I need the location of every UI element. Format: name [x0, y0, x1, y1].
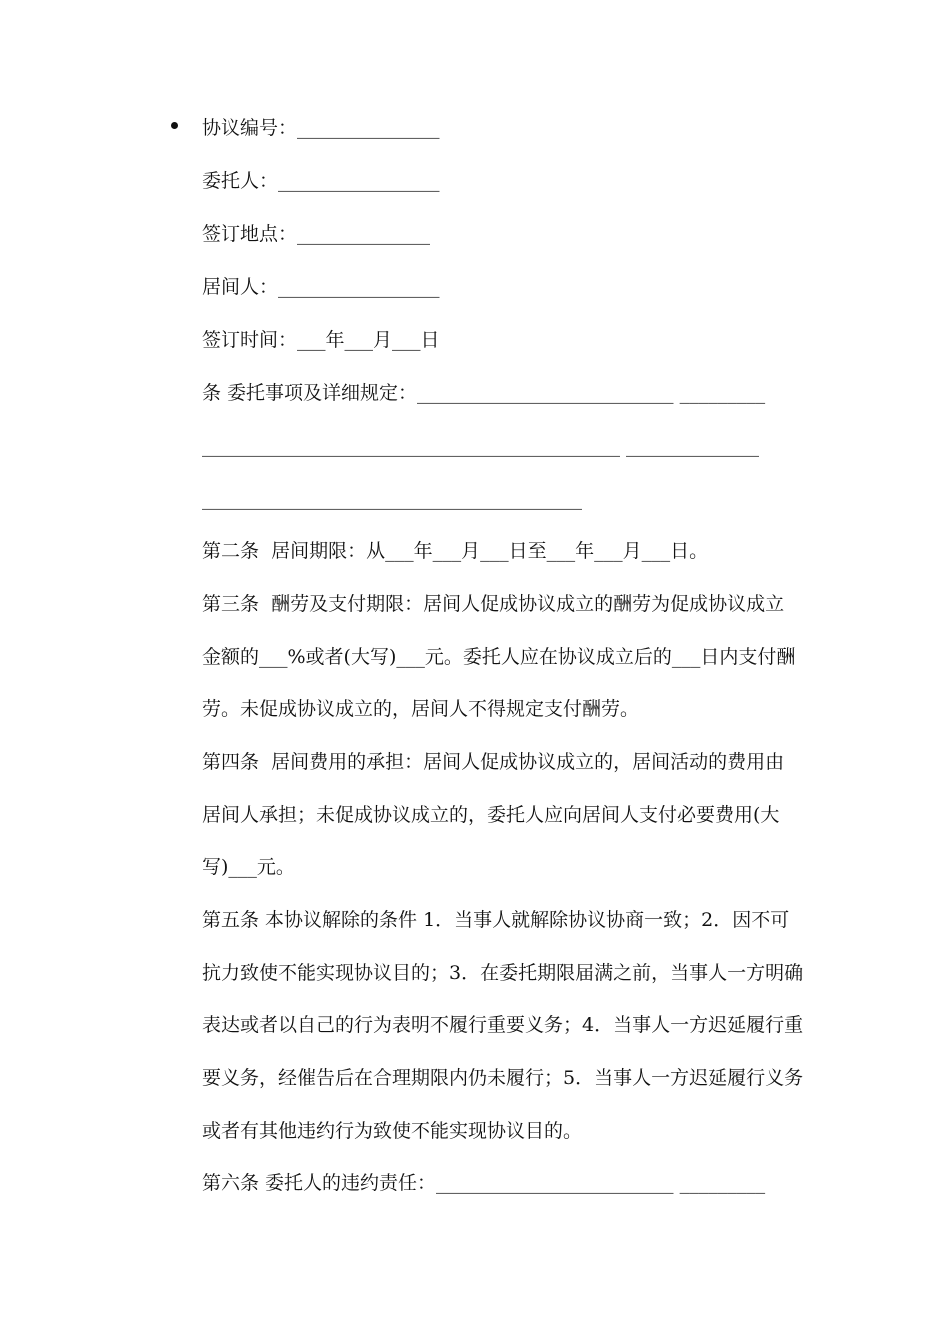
article-4-line-1: 第四条 居间费用的承担：居间人促成协议成立的，居间活动的费用由 — [202, 751, 785, 773]
article-2-line: 第二条 居间期限：从___年___月___日至___年___月___日。 — [202, 540, 709, 562]
agreement-number-line: 协议编号：_______________ — [202, 117, 440, 139]
bullet-icon — [171, 122, 178, 129]
article-1-line-1: 条 委托事项及详细规定：___________________________ _________ — [202, 382, 766, 404]
article-6-line: 第六条 委托人的违约责任：_________________________ _________ — [202, 1172, 766, 1194]
article-4-line-2: 居间人承担；未促成协议成立的，委托人应向居间人支付必要费用(大 — [202, 804, 780, 826]
article-3-line-1: 第三条 酬劳及支付期限：居间人促成协议成立的酬劳为促成协议成立 — [202, 593, 785, 615]
article-5-line-4: 要义务，经催告后在合理期限内仍未履行；5．当事人一方迟延履行义务 — [202, 1067, 804, 1089]
article-4-line-3: 写)___元。 — [202, 856, 295, 878]
article-5-line-1: 第五条 本协议解除的条件 1．当事人就解除协议协商一致；2．因不可 — [202, 909, 790, 931]
article-5-line-3: 表达或者以自己的行为表明不履行重要义务；4．当事人一方迟延履行重 — [202, 1014, 804, 1036]
article-5-line-2: 抗力致使不能实现协议目的；3．在委托期限届满之前，当事人一方明确 — [202, 962, 804, 984]
article-3-line-2: 金额的___%或者(大写)___元。委托人应在协议成立后的___日内支付酬 — [202, 646, 796, 668]
signing-place-line: 签订地点：______________ — [202, 223, 431, 245]
signing-date-line: 签订时间：___年___月___日 — [202, 329, 440, 351]
article-5-line-5: 或者有其他违约行为致使不能实现协议目的。 — [202, 1120, 583, 1142]
article-3-line-3: 劳。未促成协议成立的，居间人不得规定支付酬劳。 — [202, 698, 640, 720]
intermediary-line: 居间人：_________________ — [202, 276, 440, 298]
principal-line: 委托人：_________________ — [202, 170, 440, 192]
article-1-line-2: ____________________________________________ ______________ — [202, 435, 760, 457]
article-1-line-3: ________________________________________ — [202, 488, 582, 510]
